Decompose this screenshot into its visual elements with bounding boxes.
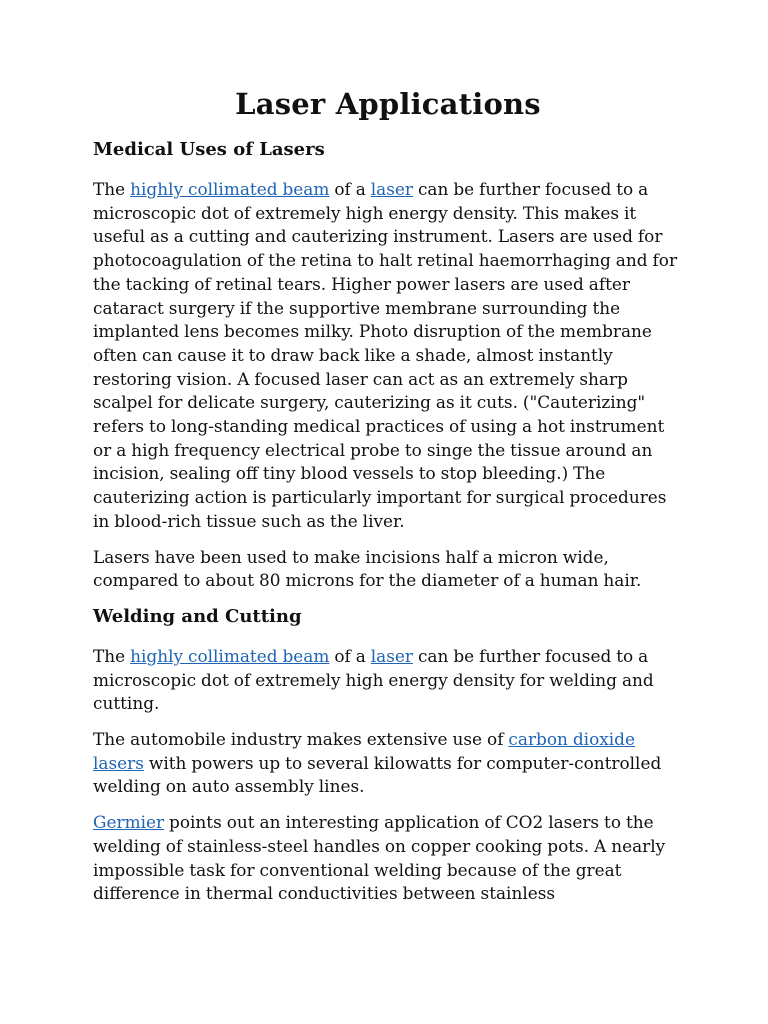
welding-paragraph-3 bbox=[93, 811, 683, 906]
text-run: points out an interesting application of CO2 lasers to the welding of stainless-steel handles on copper cooking pots. A nearly impossible task for conventional welding because of the great difference in thermal conductivities between stainless bbox=[93, 812, 666, 904]
text-run: of a bbox=[329, 179, 371, 199]
welding-paragraph-1 bbox=[93, 645, 683, 716]
text-run: The automobile industry makes extensive use of bbox=[93, 729, 509, 750]
link-germier[interactable]: Germier bbox=[93, 812, 165, 833]
section-heading-welding: Welding and Cutting bbox=[93, 605, 302, 627]
link-highly-collimated-beam[interactable]: highly collimated beam bbox=[130, 645, 330, 666]
document-page bbox=[93, 84, 683, 918]
link-laser[interactable]: laser bbox=[370, 179, 413, 199]
text-run: with powers up to several kilowatts for computer-controlled welding on auto assembly lines. bbox=[93, 752, 662, 797]
welding-paragraph-2 bbox=[93, 728, 683, 799]
text-run: of a bbox=[329, 645, 371, 666]
text-run: can be further focused to a microscopic dot of extremely high energy density for welding and cutting. bbox=[93, 645, 654, 714]
text-run: The bbox=[93, 179, 131, 199]
text-run: The bbox=[93, 645, 131, 666]
link-carbon-dioxide-lasers[interactable]: carbon dioxide lasers bbox=[93, 729, 635, 773]
medical-paragraph-2: Lasers have been used to make incisions half a micron wide, compared to about 80 microns for the diameter of a human hair. bbox=[93, 546, 642, 591]
link-laser[interactable]: laser bbox=[370, 645, 413, 666]
section-heading-medical: Medical Uses of Lasers bbox=[93, 139, 325, 160]
document-title: Laser Applications bbox=[235, 87, 541, 121]
link-highly-collimated-beam[interactable]: highly collimated beam bbox=[130, 179, 330, 199]
medical-paragraph-1 bbox=[93, 178, 683, 534]
text-run: can be further focused to a microscopic dot of extremely high energy density. This makes it useful as a cutting and cauterizing instrument. Lasers are used for photocoagulation of the retina to halt retinal haemorrhaging and for the tacking of retinal tears. Higher power lasers are used after cataract surgery if the supportive membrane surrounding the implanted lens becomes milky. Photo disruption of the membrane often can cause it to draw back like a shade, almost instantly restoring vision. A focused laser can act as an extremely sharp scalpel for delicate surgery, cauterizing as it cuts. ("Cauterizing" refers to long-standing medical practices of using a hot instrument or a high frequency electrical probe to singe the tissue around an incision, sealing off tiny blood vessels to stop bleeding.) The cauterizing action is particularly important for surgical procedures in blood-rich tissue such as the liver. bbox=[93, 179, 678, 531]
